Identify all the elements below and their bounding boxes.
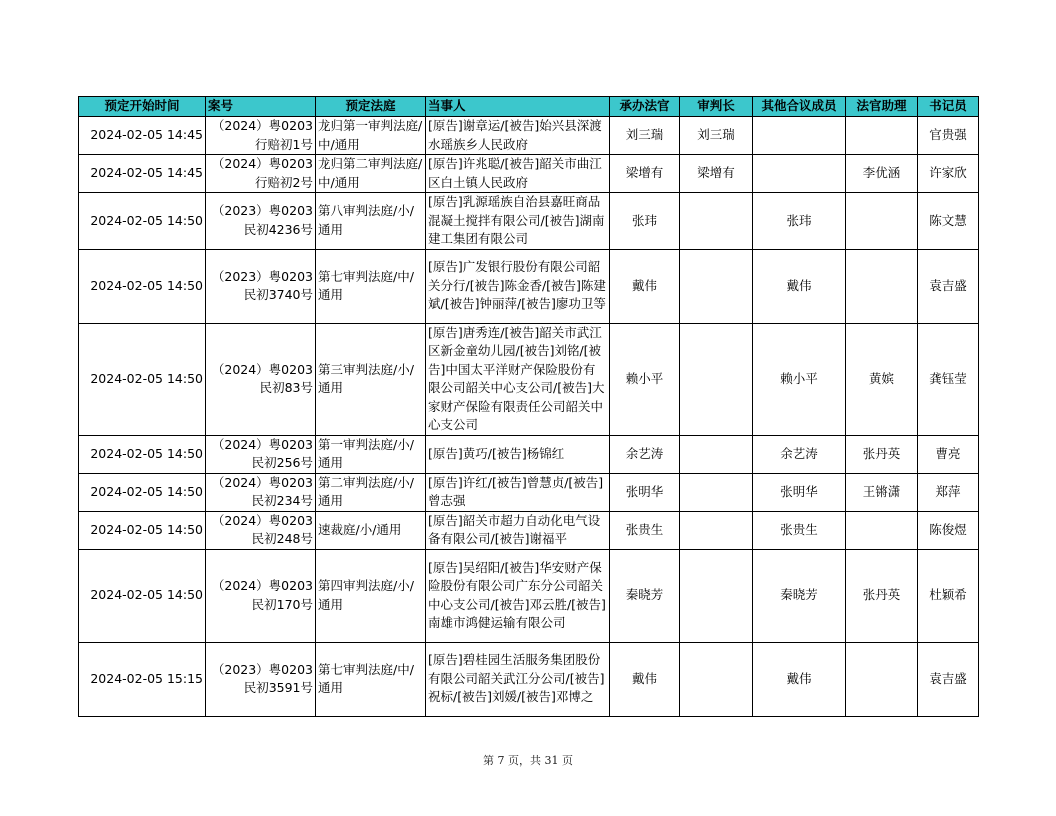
cell-presiding bbox=[680, 549, 753, 642]
cell-presiding bbox=[680, 511, 753, 549]
cell-parties: [原告]许红/[被告]曾慧贞/[被告]曾志强 bbox=[426, 473, 610, 511]
cell-start-time: 2024-02-05 14:50 bbox=[79, 193, 206, 250]
cell-members: 秦晓芳 bbox=[753, 549, 846, 642]
header-row bbox=[79, 97, 979, 117]
cell-assistant bbox=[846, 193, 918, 250]
table-row bbox=[79, 323, 979, 435]
header-court: 预定法庭 bbox=[316, 97, 426, 117]
cell-case-no: （2024）粤0203民初83号 bbox=[206, 323, 316, 435]
cell-members bbox=[753, 155, 846, 193]
cell-clerk: 杜颖希 bbox=[918, 549, 979, 642]
cell-members: 张贵生 bbox=[753, 511, 846, 549]
cell-clerk: 官贵强 bbox=[918, 117, 979, 155]
cell-start-time: 2024-02-05 15:15 bbox=[79, 642, 206, 716]
cell-start-time: 2024-02-05 14:50 bbox=[79, 435, 206, 473]
cell-presiding bbox=[680, 249, 753, 323]
cell-court: 第三审判法庭/小/通用 bbox=[316, 323, 426, 435]
cell-judge: 张明华 bbox=[610, 473, 680, 511]
cell-parties: [原告]谢章运/[被告]始兴县深渡水瑶族乡人民政府 bbox=[426, 117, 610, 155]
cell-court: 第四审判法庭/小/通用 bbox=[316, 549, 426, 642]
cell-court: 速裁庭/小/通用 bbox=[316, 511, 426, 549]
header-case-no: 案号 bbox=[206, 97, 316, 117]
table-row bbox=[79, 117, 979, 155]
cell-presiding bbox=[680, 642, 753, 716]
cell-members: 戴伟 bbox=[753, 249, 846, 323]
header-start-time: 预定开始时间 bbox=[79, 97, 206, 117]
header-clerk: 书记员 bbox=[918, 97, 979, 117]
cell-clerk: 龚钰莹 bbox=[918, 323, 979, 435]
cell-clerk: 袁吉盛 bbox=[918, 642, 979, 716]
cell-start-time: 2024-02-05 14:50 bbox=[79, 323, 206, 435]
cell-start-time: 2024-02-05 14:50 bbox=[79, 473, 206, 511]
cell-start-time: 2024-02-05 14:45 bbox=[79, 155, 206, 193]
cell-court: 第七审判法庭/中/通用 bbox=[316, 642, 426, 716]
cell-case-no: （2024）粤0203民初256号 bbox=[206, 435, 316, 473]
cell-judge: 戴伟 bbox=[610, 249, 680, 323]
table-header bbox=[79, 97, 979, 117]
cell-members: 戴伟 bbox=[753, 642, 846, 716]
cell-assistant bbox=[846, 511, 918, 549]
schedule-sheet bbox=[78, 96, 978, 717]
cell-court: 第七审判法庭/中/通用 bbox=[316, 249, 426, 323]
cell-judge: 秦晓芳 bbox=[610, 549, 680, 642]
cell-clerk: 郑萍 bbox=[918, 473, 979, 511]
cell-parties: [原告]吴绍阳/[被告]华安财产保险股份有限公司广东分公司韶关中心支公司/[被告]邓云胜/[被告]南雄市鸿健运输有限公司 bbox=[426, 549, 610, 642]
cell-members bbox=[753, 117, 846, 155]
cell-clerk: 袁吉盛 bbox=[918, 249, 979, 323]
cell-clerk: 陈文慧 bbox=[918, 193, 979, 250]
cell-presiding: 梁增有 bbox=[680, 155, 753, 193]
cell-parties: [原告]碧桂园生活服务集团股份有限公司韶关武江分公司/[被告]祝标/[被告]刘媛/[被告]邓博之 bbox=[426, 642, 610, 716]
cell-members: 张明华 bbox=[753, 473, 846, 511]
cell-parties: [原告]许兆聪/[被告]韶关市曲江区白土镇人民政府 bbox=[426, 155, 610, 193]
cell-judge: 戴伟 bbox=[610, 642, 680, 716]
cell-members: 张玮 bbox=[753, 193, 846, 250]
cell-assistant bbox=[846, 117, 918, 155]
page-number-footer: 第 7 页，共 31 页 bbox=[483, 754, 573, 767]
cell-presiding bbox=[680, 435, 753, 473]
cell-assistant: 张丹英 bbox=[846, 435, 918, 473]
header-parties: 当事人 bbox=[426, 97, 610, 117]
table-row bbox=[79, 435, 979, 473]
table-row bbox=[79, 642, 979, 716]
table-row bbox=[79, 549, 979, 642]
header-assistant: 法官助理 bbox=[846, 97, 918, 117]
cell-court: 第八审判法庭/小/通用 bbox=[316, 193, 426, 250]
cell-case-no: （2024）粤0203民初234号 bbox=[206, 473, 316, 511]
cell-presiding bbox=[680, 473, 753, 511]
cell-assistant: 李优涵 bbox=[846, 155, 918, 193]
table-row bbox=[79, 511, 979, 549]
cell-court: 龙归第一审判法庭/中/通用 bbox=[316, 117, 426, 155]
cell-judge: 张贵生 bbox=[610, 511, 680, 549]
table-row bbox=[79, 193, 979, 250]
cell-parties: [原告]广发银行股份有限公司韶关分行/[被告]陈金香/[被告]陈建斌/[被告]钟丽萍/[被告]廖功卫等 bbox=[426, 249, 610, 323]
cell-court: 第二审判法庭/小/通用 bbox=[316, 473, 426, 511]
cell-start-time: 2024-02-05 14:45 bbox=[79, 117, 206, 155]
table-body bbox=[79, 117, 979, 717]
cell-presiding: 刘三瑞 bbox=[680, 117, 753, 155]
cell-presiding bbox=[680, 193, 753, 250]
cell-assistant bbox=[846, 642, 918, 716]
cell-clerk: 曹亮 bbox=[918, 435, 979, 473]
cell-assistant: 黄嫔 bbox=[846, 323, 918, 435]
cell-assistant: 张丹英 bbox=[846, 549, 918, 642]
cell-presiding bbox=[680, 323, 753, 435]
cell-judge: 张玮 bbox=[610, 193, 680, 250]
header-members: 其他合议成员 bbox=[753, 97, 846, 117]
cell-parties: [原告]乳源瑶族自治县嘉旺商品混凝土搅拌有限公司/[被告]湖南建工集团有限公司 bbox=[426, 193, 610, 250]
cell-case-no: （2024）粤0203行赔初1号 bbox=[206, 117, 316, 155]
cell-judge: 赖小平 bbox=[610, 323, 680, 435]
hearing-schedule-table bbox=[78, 96, 979, 717]
header-presiding: 审判长 bbox=[680, 97, 753, 117]
cell-members: 余艺涛 bbox=[753, 435, 846, 473]
table-row bbox=[79, 473, 979, 511]
cell-judge: 余艺涛 bbox=[610, 435, 680, 473]
cell-judge: 梁增有 bbox=[610, 155, 680, 193]
cell-parties: [原告]唐秀连/[被告]韶关市武江区新金童幼儿园/[被告]刘铭/[被告]中国太平洋财产保险股份有限公司韶关中心支公司/[被告]大家财产保险有限责任公司韶关中心支公司 bbox=[426, 323, 610, 435]
cell-case-no: （2023）粤0203民初4236号 bbox=[206, 193, 316, 250]
cell-start-time: 2024-02-05 14:50 bbox=[79, 549, 206, 642]
cell-case-no: （2023）粤0203民初3591号 bbox=[206, 642, 316, 716]
cell-parties: [原告]韶关市超力自动化电气设备有限公司/[被告]谢福平 bbox=[426, 511, 610, 549]
cell-clerk: 陈俊煜 bbox=[918, 511, 979, 549]
table-row bbox=[79, 249, 979, 323]
cell-start-time: 2024-02-05 14:50 bbox=[79, 249, 206, 323]
cell-court: 龙归第二审判法庭/中/通用 bbox=[316, 155, 426, 193]
cell-case-no: （2023）粤0203民初3740号 bbox=[206, 249, 316, 323]
header-judge: 承办法官 bbox=[610, 97, 680, 117]
cell-case-no: （2024）粤0203民初170号 bbox=[206, 549, 316, 642]
cell-assistant bbox=[846, 249, 918, 323]
cell-judge: 刘三瑞 bbox=[610, 117, 680, 155]
cell-start-time: 2024-02-05 14:50 bbox=[79, 511, 206, 549]
cell-clerk: 许家欣 bbox=[918, 155, 979, 193]
cell-case-no: （2024）粤0203行赔初2号 bbox=[206, 155, 316, 193]
cell-assistant: 王锵潇 bbox=[846, 473, 918, 511]
cell-case-no: （2024）粤0203民初248号 bbox=[206, 511, 316, 549]
table-row bbox=[79, 155, 979, 193]
cell-members: 赖小平 bbox=[753, 323, 846, 435]
cell-court: 第一审判法庭/小/通用 bbox=[316, 435, 426, 473]
cell-parties: [原告]黄巧/[被告]杨锦红 bbox=[426, 435, 610, 473]
